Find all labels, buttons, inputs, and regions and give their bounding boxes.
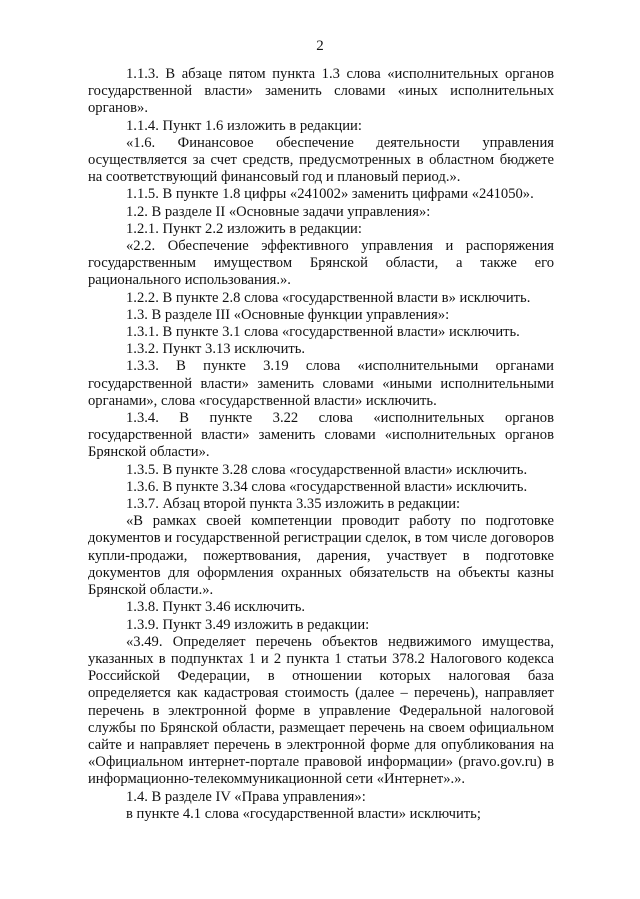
paragraph: «2.2. Обеспечение эффективного управления и распоряжения государственным имуществом Брянской области, а также его рационального использования.». — [88, 238, 554, 289]
document-body — [88, 66, 554, 823]
paragraph: 1.3. В разделе III «Основные функции управления»: — [126, 306, 450, 323]
paragraph: в пункте 4.1 слова «государственной власти» исключить; — [126, 805, 481, 822]
paragraph: 1.1.4. Пункт 1.6 изложить в редакции: — [126, 117, 362, 134]
paragraph: 1.2.1. Пункт 2.2 изложить в редакции: — [126, 220, 362, 237]
paragraph: 1.3.6. В пункте 3.34 слова «государственной власти» исключить. — [126, 478, 528, 495]
paragraph: «1.6. Финансовое обеспечение деятельности управления осуществляется за счет средств, предусмотренных в областном бюджете на соответствующий финансовый год и плановый период.». — [88, 134, 554, 186]
paragraph: 1.3.3. В пункте 3.19 слова «исполнительными органами государственной власти» заменить словами «иными исполнительными органами», слова «государственной власти» исключить. — [88, 358, 554, 409]
paragraph: 1.3.1. В пункте 3.1 слова «государственной власти» исключить. — [126, 324, 520, 341]
paragraph: «3.49. Определяет перечень объектов недвижимого имущества, указанных в подпунктах 1 и 2 пункта 1 статьи 378.2 Налогового кодекса Российской Федерации, в отношении которых налоговая база определяется как кадастровая стоимость (далее – перечень), направляет перечень в электронной форме в управление Федеральной налоговой службы по Брянской области, размещает перечень на своем официальном сайте и направляет перечень в электронной форме для опубликования на «Официальном интернет-портале правовой информации» (pravo.gov.ru) в информационно-телекоммуникационной сети «Интернет».». — [88, 633, 554, 788]
page-number: 2 — [316, 38, 324, 54]
paragraph: 1.1.3. В абзаце пятом пункта 1.3 слова «исполнительных органов государственной власти» заменить словами «иных исполнительных органов». — [88, 66, 554, 117]
paragraph: 1.2. В разделе II «Основные задачи управления»: — [126, 203, 431, 220]
paragraph: 1.3.4. В пункте 3.22 слова «исполнительных органов государственной власти» заменить словами «исполнительных органов Брянской области». — [88, 410, 554, 461]
paragraph: 1.3.2. Пункт 3.13 исключить. — [126, 341, 306, 358]
paragraph: 1.4. В разделе IV «Права управления»: — [126, 788, 366, 805]
paragraph: 1.3.5. В пункте 3.28 слова «государственной власти» исключить. — [126, 461, 528, 478]
paragraph: 1.3.7. Абзац второй пункта 3.35 изложить в редакции: — [126, 496, 461, 513]
paragraph: 1.2.2. В пункте 2.8 слова «государственной власти в» исключить. — [126, 289, 531, 306]
paragraph: 1.1.5. В пункте 1.8 цифры «241002» заменить цифрами «241050». — [126, 186, 534, 203]
paragraph: «В рамках своей компетенции проводит работу по подготовке документов и государственной регистрации сделок, в том числе договоров купли-продажи, пожертвования, дарения, участвует в подготовке документов для оформления охранных обязательств на объекты казны Брянской области.». — [88, 513, 554, 599]
paragraph: 1.3.9. Пункт 3.49 изложить в редакции: — [126, 616, 370, 633]
paragraph: 1.3.8. Пункт 3.46 исключить. — [126, 599, 306, 616]
